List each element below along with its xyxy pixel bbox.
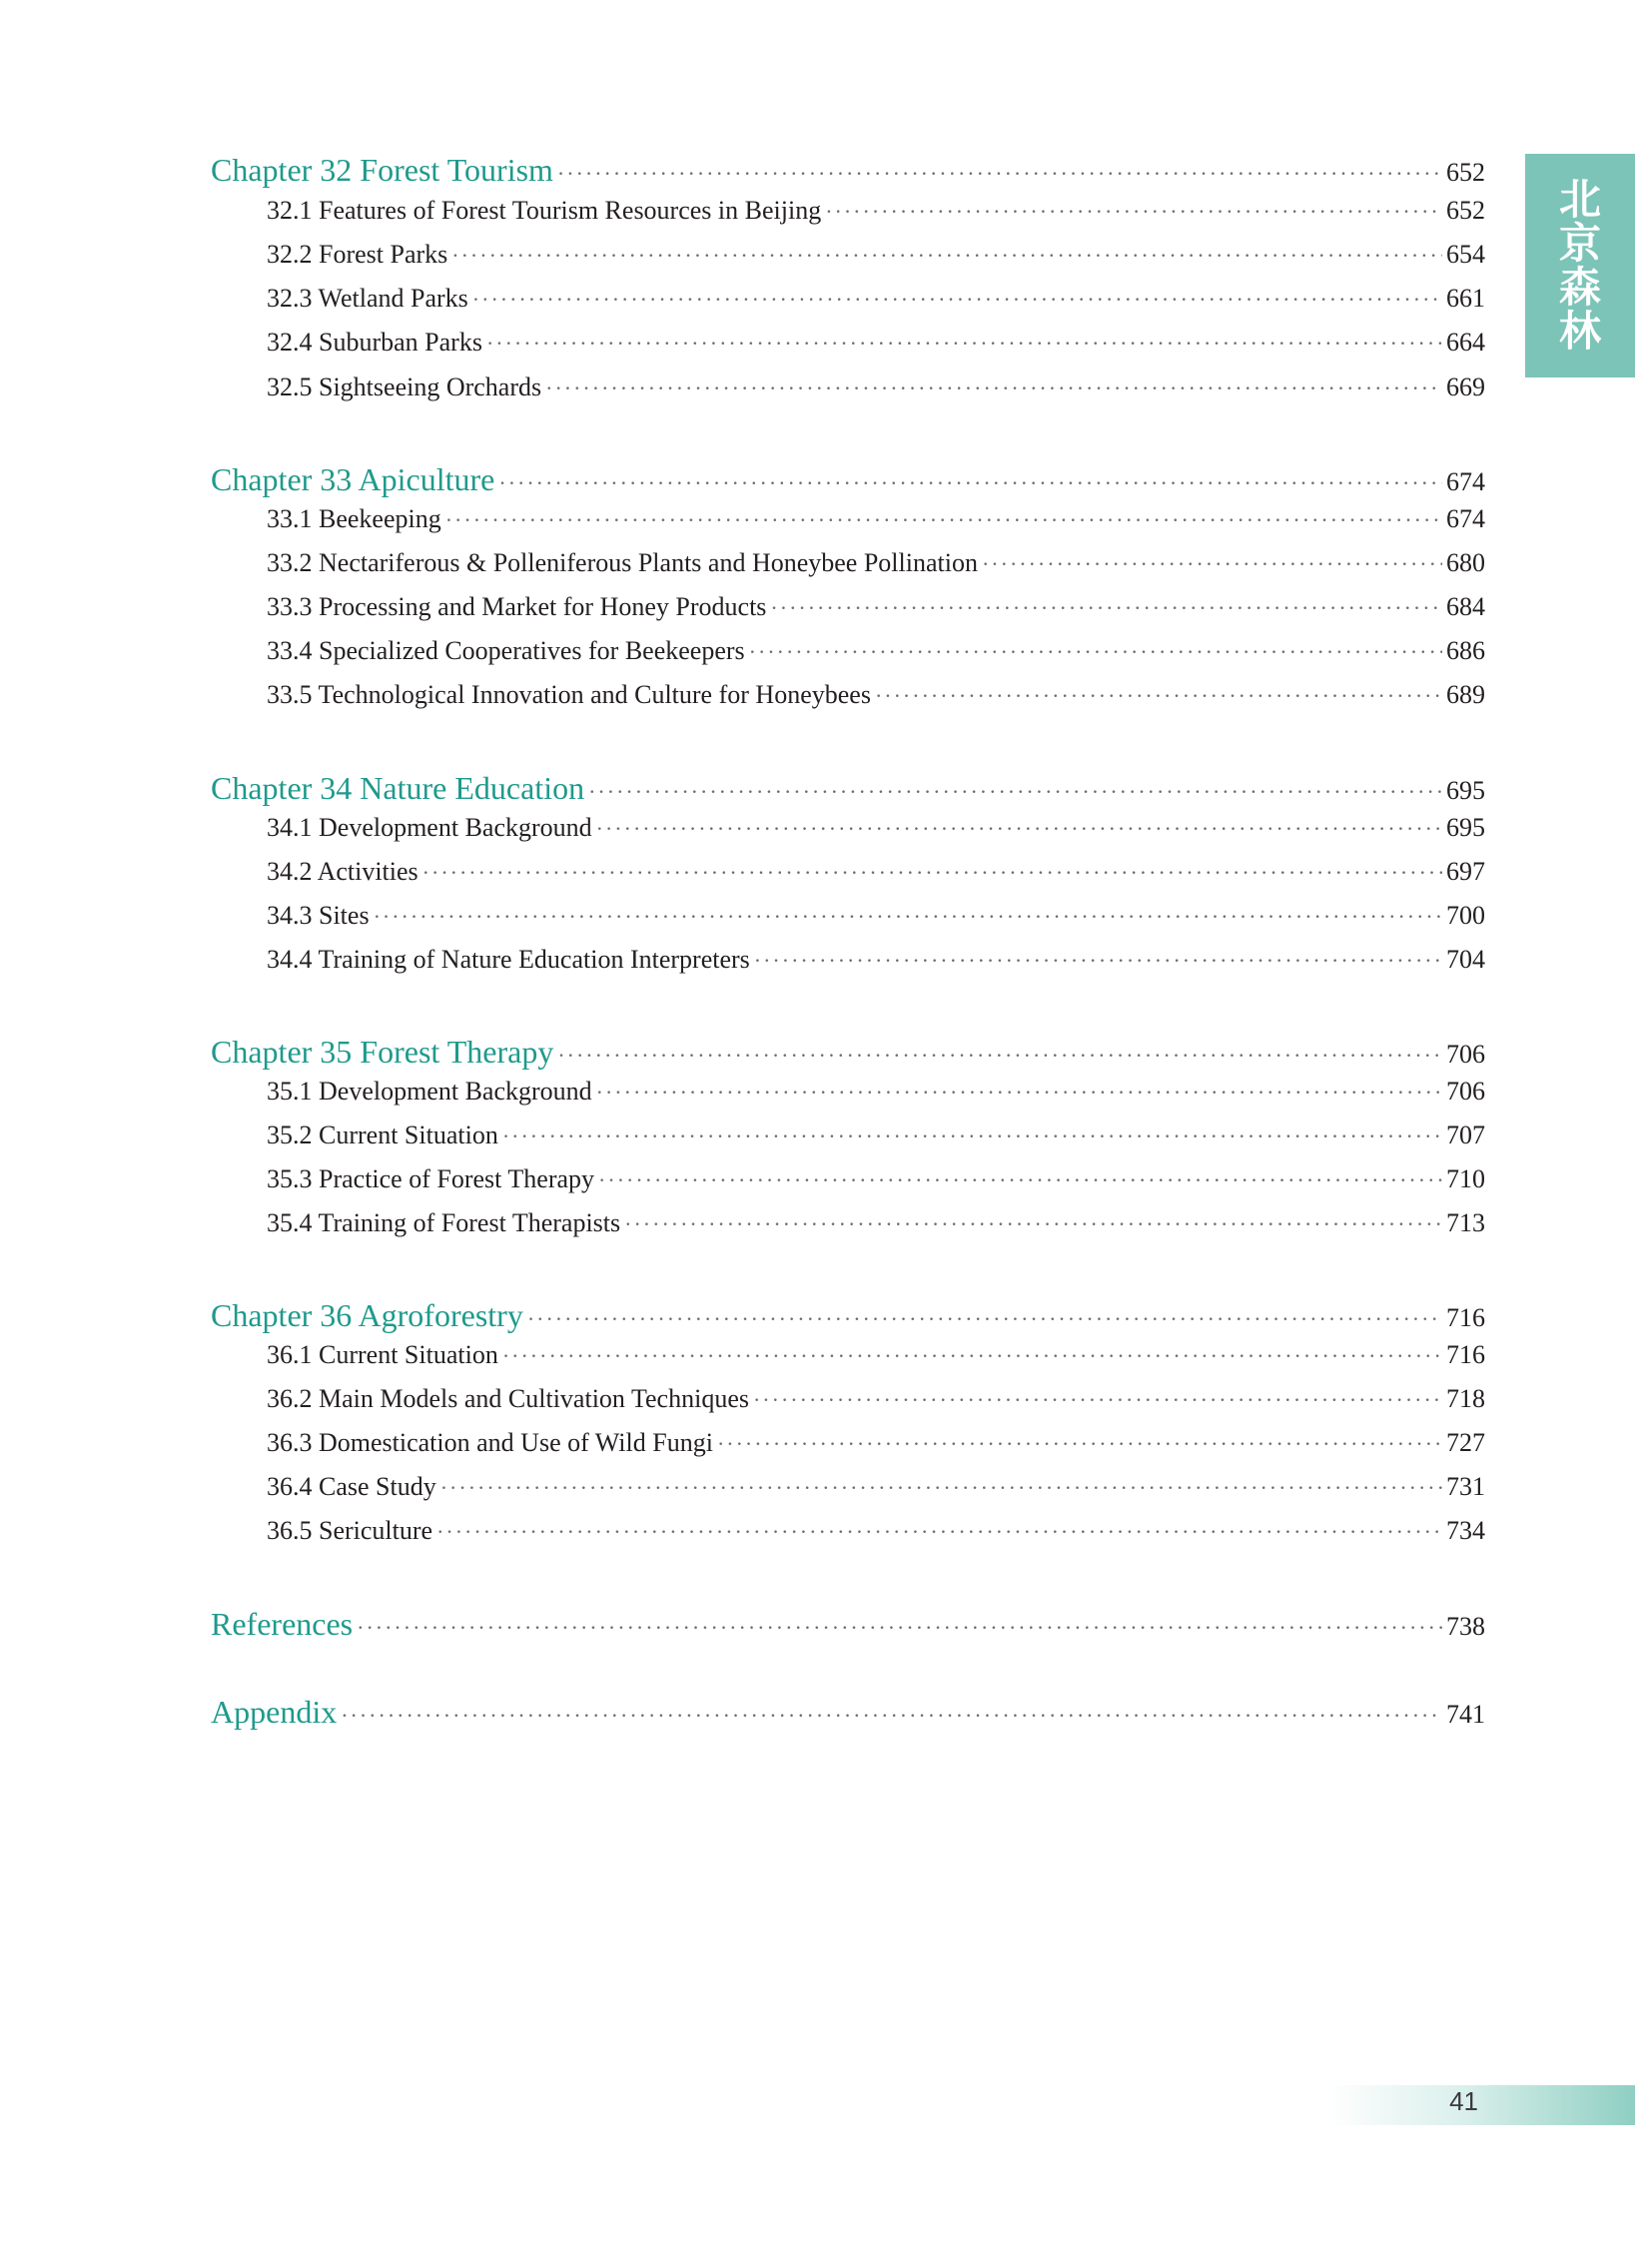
leader-dots: [749, 639, 1442, 665]
toc-entry-title: 34.1 Development Background: [267, 813, 592, 842]
toc-section-entry[interactable]: [267, 1428, 1485, 1458]
leader-dots: [472, 287, 1442, 313]
leader-dots: [445, 507, 1442, 533]
toc-entry-title: 32.1 Features of Forest Tourism Resources in Beijing: [267, 196, 822, 225]
toc-entry-title: 35.2 Current Situation: [267, 1120, 498, 1149]
toc-section-entry[interactable]: [267, 548, 1485, 578]
side-tab-char: 京: [1558, 219, 1601, 268]
toc-entry-page: 741: [1446, 1700, 1485, 1729]
toc-entry-page: 680: [1446, 548, 1485, 577]
leader-dots: [527, 1306, 1442, 1332]
toc-section-entry[interactable]: [267, 328, 1485, 358]
toc-entry-page: 654: [1446, 240, 1485, 269]
toc-section-entry[interactable]: [267, 1208, 1485, 1238]
leader-dots: [422, 860, 1442, 886]
toc-entry-title: 35.1 Development Background: [267, 1077, 592, 1106]
toc-section-entry[interactable]: [267, 901, 1485, 931]
leader-dots: [753, 1387, 1442, 1413]
leader-dots: [982, 551, 1442, 577]
toc-entry-title: 33.3 Processing and Market for Honey Products: [267, 592, 767, 621]
side-tab-char: 森: [1558, 263, 1601, 312]
side-tab-label: [1525, 154, 1635, 377]
toc-section-entry[interactable]: [267, 592, 1485, 622]
toc-entry-title: Chapter 35 Forest Therapy: [211, 1034, 554, 1070]
toc-section-entry[interactable]: [267, 1340, 1485, 1370]
leader-dots: [440, 1475, 1442, 1501]
leader-dots: [486, 331, 1442, 357]
leader-dots: [374, 904, 1442, 930]
toc-section-entry[interactable]: [267, 1472, 1485, 1502]
leader-dots: [717, 1431, 1442, 1457]
toc-entry-title: 36.4 Case Study: [267, 1472, 436, 1501]
toc-section-entry[interactable]: [267, 196, 1485, 226]
toc-entry-title: Chapter 34 Nature Education: [211, 770, 585, 806]
toc-entry-title: 36.3 Domestication and Use of Wild Fungi: [267, 1428, 713, 1457]
leader-dots: [436, 1519, 1442, 1545]
leader-dots: [498, 470, 1442, 496]
toc-entry-title: References: [211, 1606, 354, 1642]
toc-entry-page: 718: [1446, 1384, 1485, 1413]
leader-dots: [624, 1211, 1442, 1237]
toc-entry-page: 652: [1446, 158, 1485, 187]
toc-chapter-entry[interactable]: [211, 461, 1485, 498]
toc-entry-page: 738: [1446, 1612, 1485, 1641]
toc-entry-page: 700: [1446, 901, 1485, 930]
leader-dots: [545, 375, 1442, 401]
toc-chapter-entry[interactable]: [211, 152, 1485, 189]
toc-entry-page: 704: [1446, 945, 1485, 974]
toc-entry-page: 713: [1446, 1208, 1485, 1237]
toc-entry-page: 716: [1446, 1340, 1485, 1369]
toc-section-entry[interactable]: [267, 945, 1485, 975]
toc-chapter-entry[interactable]: [211, 1297, 1485, 1334]
toc-entry-title: 33.4 Specialized Cooperatives for Beekeepers: [267, 636, 745, 665]
leader-dots: [875, 683, 1442, 709]
toc-entry-page: 731: [1446, 1472, 1485, 1501]
toc-entry-title: 34.2 Activities: [267, 857, 418, 886]
toc-entry-page: 706: [1446, 1077, 1485, 1106]
toc-section-entry[interactable]: [267, 636, 1485, 666]
toc-entry-title: 33.1 Beekeeping: [267, 504, 441, 533]
toc-section-entry[interactable]: [267, 1077, 1485, 1107]
leader-dots: [557, 1043, 1442, 1069]
side-tab-char: 北: [1558, 175, 1601, 224]
toc-entry-page: 734: [1446, 1516, 1485, 1545]
toc-entry-title: 36.2 Main Models and Cultivation Techniques: [267, 1384, 749, 1413]
toc-entry-page: 652: [1446, 196, 1485, 225]
toc-section-entry[interactable]: [267, 680, 1485, 710]
leader-dots: [770, 595, 1442, 621]
toc-entry-page: 727: [1446, 1428, 1485, 1457]
toc-entry-title: Chapter 33 Apiculture: [211, 461, 495, 497]
toc-entry-page: 674: [1446, 467, 1485, 496]
toc-section-entry[interactable]: [267, 284, 1485, 314]
leader-dots: [502, 1343, 1442, 1369]
toc-entry-page: 689: [1446, 680, 1485, 709]
toc-entry-page: 664: [1446, 328, 1485, 357]
toc-entry-page: 669: [1446, 373, 1485, 401]
toc-entry-title: 36.5 Sericulture: [267, 1516, 433, 1545]
toc-entry-page: 707: [1446, 1120, 1485, 1149]
leader-dots: [341, 1703, 1442, 1729]
toc-section-entry[interactable]: [267, 373, 1485, 402]
leader-dots: [825, 199, 1442, 225]
toc-entry-page: 686: [1446, 636, 1485, 665]
toc-entry-page: 695: [1446, 813, 1485, 842]
toc-entry-page: 674: [1446, 504, 1485, 533]
leader-dots: [451, 243, 1442, 269]
toc-section-entry[interactable]: [267, 813, 1485, 843]
page-number-band: [1328, 2085, 1635, 2125]
leader-dots: [357, 1615, 1442, 1641]
side-tab-char: 林: [1558, 307, 1601, 356]
toc-entry-title: 35.3 Practice of Forest Therapy: [267, 1164, 595, 1193]
leader-dots: [754, 948, 1442, 974]
leader-dots: [596, 1080, 1442, 1106]
toc-entry-title: 33.2 Nectariferous & Polleniferous Plants and Honeybee Pollination: [267, 548, 978, 577]
toc-entry-title: 32.2 Forest Parks: [267, 240, 448, 269]
toc-section-entry[interactable]: [267, 1516, 1485, 1546]
toc-chapter-entry[interactable]: [211, 1694, 1485, 1731]
toc-section-entry[interactable]: [267, 504, 1485, 534]
toc-entry-page: 661: [1446, 284, 1485, 313]
leader-dots: [596, 816, 1442, 842]
toc-entry-title: 33.5 Technological Innovation and Culture for Honeybees: [267, 680, 871, 709]
leader-dots: [502, 1123, 1442, 1149]
toc-section-entry[interactable]: [267, 1120, 1485, 1150]
toc-chapter-entry[interactable]: [211, 1034, 1485, 1071]
toc-entry-title: 34.3 Sites: [267, 901, 370, 930]
toc-section-entry[interactable]: [267, 240, 1485, 270]
toc-entry-title: Chapter 32 Forest Tourism: [211, 152, 553, 188]
toc-chapter-entry[interactable]: [211, 1606, 1485, 1643]
toc-entry-title: 32.5 Sightseeing Orchards: [267, 373, 542, 401]
toc-entry-page: 706: [1446, 1040, 1485, 1069]
toc-entry-title: Appendix: [211, 1694, 338, 1730]
toc-section-entry[interactable]: [267, 857, 1485, 887]
leader-dots: [557, 161, 1442, 187]
toc-section-entry[interactable]: [267, 1164, 1485, 1194]
toc-entry-title: 32.4 Suburban Parks: [267, 328, 482, 357]
toc-entry-page: 684: [1446, 592, 1485, 621]
toc-entry-title: 35.4 Training of Forest Therapists: [267, 1208, 621, 1237]
toc-entry-page: 697: [1446, 857, 1485, 886]
toc-entry-title: 34.4 Training of Nature Education Interpreters: [267, 945, 750, 974]
page-number: 41: [1449, 2086, 1478, 2116]
toc-entry-title: Chapter 36 Agroforestry: [211, 1297, 523, 1333]
toc-entry-page: 695: [1446, 776, 1485, 805]
toc-entry-title: 32.3 Wetland Parks: [267, 284, 468, 313]
leader-dots: [588, 779, 1442, 805]
toc-section-entry[interactable]: [267, 1384, 1485, 1414]
toc-entry-page: 716: [1446, 1303, 1485, 1332]
toc-entry-page: 710: [1446, 1164, 1485, 1193]
leader-dots: [598, 1167, 1442, 1193]
toc-chapter-entry[interactable]: [211, 770, 1485, 807]
toc-entry-title: 36.1 Current Situation: [267, 1340, 498, 1369]
